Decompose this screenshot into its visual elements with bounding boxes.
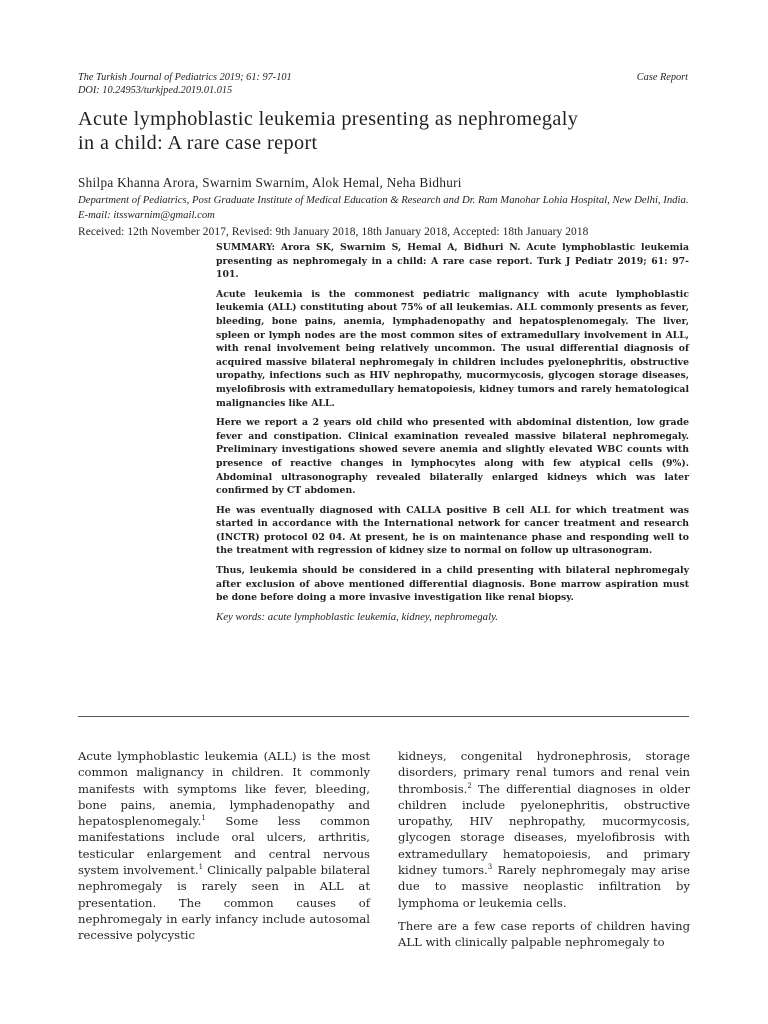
abstract-paragraph: Here we report a 2 years old child who presented with abdominal distention, low grade fever and constipation. Clinical examination revealed massive bilateral nephromegaly. Preliminary investigations showed severe anemia and slightly elevated WBC counts with presence of reactive changes in lymphocytes along with few atypical cells (9%). Abdominal ultrasonography revealed bilaterally enlarged kidneys which was later confirmed by CT abdomen. — [216, 417, 689, 497]
reference-link[interactable]: 1 — [198, 863, 204, 872]
body-column-right — [398, 748, 690, 958]
abstract-summary: SUMMARY: Arora SK, Swarnim S, Hemal A, Bidhuri N. Acute lymphoblastic leukemia presenting as nephromegaly in a child: A rare case report. Turk J Pediatr 2019; 61: 97-101. — [216, 242, 689, 281]
body-paragraph — [398, 748, 690, 911]
abstract-paragraph: Thus, leukemia should be considered in a child presenting with bilateral nephromegaly after exclusion of above mentioned differential diagnosis. Bone marrow aspiration must be done before doing a more invasive investigation like renal biopsy. — [216, 565, 689, 604]
running-head — [78, 71, 688, 97]
author-list: Shilpa Khanna Arora, Swarnim Swarnim, Alok Hemal, Neha Bidhuri — [78, 175, 462, 190]
abstract-paragraph: He was eventually diagnosed with CALLA positive B cell ALL for which treatment was started in accordance with the International network for cancer treatment and research (INCTR) protocol 02 04. At present, he is on maintenance phase and responding well to the treatment with regression of kidney size to normal on follow up ultrasonogram. — [216, 504, 689, 557]
doi-link[interactable]: DOI: 10.24953/turkjped.2019.01.015 — [78, 85, 233, 96]
body-text: Rarely nephromegaly may arise due to massive neoplastic infiltration by lymphoma or leukemia cells. — [398, 863, 690, 910]
body-text: kidneys, congenital hydronephrosis, storage disorders, primary renal tumors and renal vein thrombosis. — [398, 749, 690, 796]
journal-citation: The Turkish Journal of Pediatrics 2019; 61: 97-101 — [78, 72, 292, 83]
title-line-2: in a child: A rare case report — [78, 132, 318, 154]
reference-link[interactable]: 1 — [201, 814, 206, 823]
article-type: Case Report — [636, 72, 688, 83]
keywords-label: Key words: — [216, 610, 266, 623]
abstract — [216, 241, 689, 630]
title-line-1: Acute lymphoblastic leukemia presenting as nephromegaly — [78, 108, 579, 130]
keywords-text: acute lymphoblastic leukemia, kidney, nephromegaly. — [267, 610, 498, 623]
article-title — [78, 107, 718, 155]
reference-link[interactable]: 3 — [487, 863, 493, 872]
body-paragraph: There are a few case reports of children having ALL with clinically palpable nephromegaly to — [398, 918, 690, 950]
body-text: Clinically palpable bilateral nephromegaly is rarely seen in ALL at presentation. The common causes of nephromegaly in early infancy include autosomal recessive polycystic — [78, 863, 371, 943]
affiliation: Department of Pediatrics, Post Graduate Institute of Medical Education & Research and Dr. Ram Manohar Lohia Hospital, New Delhi, India. E-mail: itsswarnim@gmail.com — [78, 194, 689, 221]
received-dates: Received: 12th November 2017, Revised: 9th January 2018, 18th January 2018, Accepted: 18th January 2018 — [78, 226, 589, 238]
body-text: Acute lymphoblastic leukemia (ALL) is the most common malignancy in children. It commonly manifests with symptoms like fever, bleeding, bone pains, anemia, lymphadenopathy and hepatosplenomegaly. — [78, 749, 370, 829]
body-paragraph — [78, 748, 370, 944]
section-divider — [78, 716, 689, 717]
body-column-left — [78, 748, 370, 951]
reference-link[interactable]: 2 — [467, 781, 472, 790]
body-text: Some less common manifestations include oral ulcers, arthritis, testicular enlargement and central nervous system involvement. — [78, 814, 370, 878]
body-text: The differential diagnoses in older children include pyelonephritis, obstructive uropathy, HIV nephropathy, mucormycosis, glycogen storage diseases, myelofibrosis with extramedullary hematopoiesis, and primary kidney tumors. — [398, 781, 690, 878]
keywords — [216, 611, 689, 625]
abstract-paragraph: Acute leukemia is the commonest pediatric malignancy with acute lymphoblastic leukemia (ALL) constituting about 75% of all leukemias. ALL commonly presents as fever, bleeding, bone pains, anemia, lymphadenopathy and hepatosplenomegaly. The liver, spleen or lymph nodes are the most common sites of extramedullary involvement in ALL, with renal involvement being relatively uncommon. The usual differential diagnosis of acquired massive bilateral nephromegaly in children includes pyelonephritis, obstructive uropathy, infections such as HIV nephropathy, mucormycosis, glycogen storage diseases, myelofibrosis with extramedullary hematopoiesis, kidney tumors and rarely hematological malignancies like ALL. — [216, 288, 689, 409]
